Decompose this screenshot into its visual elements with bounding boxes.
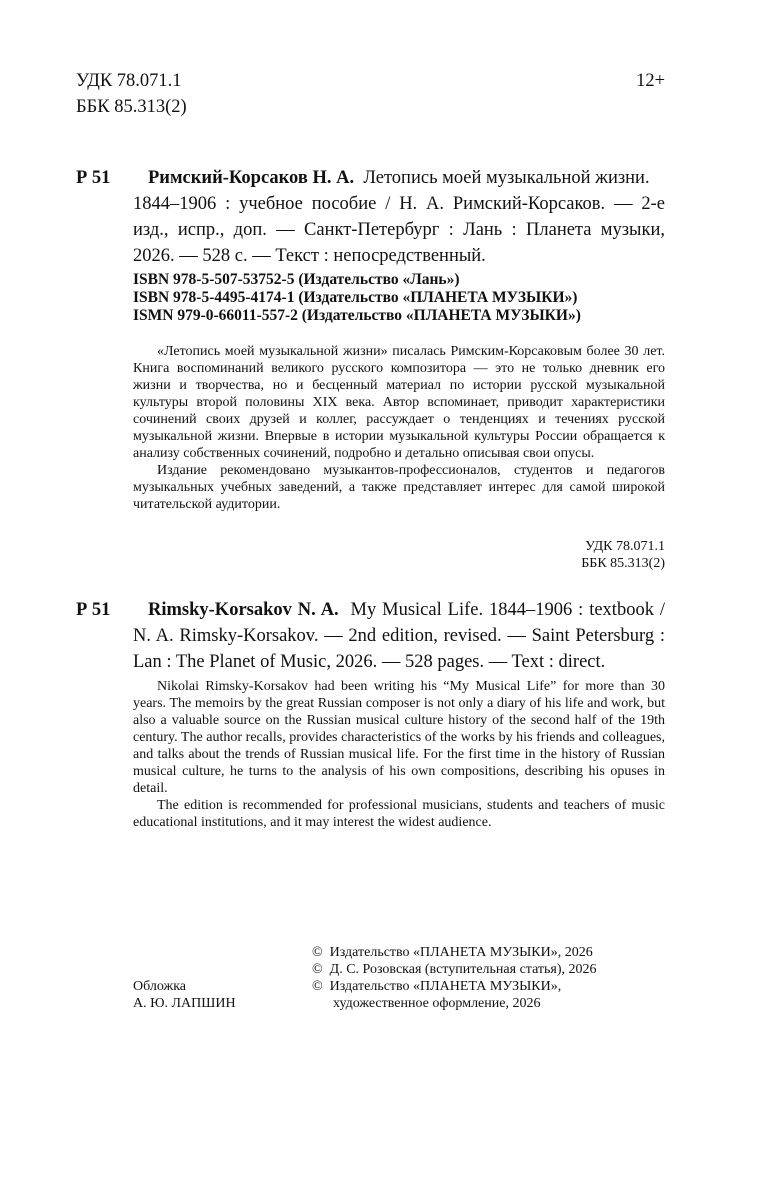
cover-credit	[133, 978, 236, 1012]
isbn-block	[133, 271, 581, 325]
ru-entry-continuation	[133, 191, 665, 269]
copyright-line: © Издательство «ПЛАНЕТА МУЗЫКИ»,	[312, 979, 562, 994]
ru-entry-line: 2026. — 528 с. — Текст : непосредственный.	[133, 246, 486, 266]
en-entry-text	[148, 597, 665, 623]
en-abstract-paragraph: The edition is recommended for professional musicians, students and teachers of music educational institutions, and it may interest the widest audience.	[133, 798, 665, 830]
ru-abstract-paragraph: «Летопись моей музыкальной жизни» писалась Римским-Корсаковым более 30 лет. Книга воспоминаний великого русского композитора — это не только дневник его жизни и творчества, но и бесценный материал по истории русской музыкальной культуры второй половины XIX века. Автор вспоминает, приводит характеристики сочинений своих друзей и коллег, рассуждает о тенденциях и течениях русской музыкальной жизни. Впервые в истории музыкальной культуры России обращается к анализу собственных сочинений, подробно и детально описывая свои опусы.	[133, 344, 665, 461]
en-entry-author: Rimsky-Korsakov N. A.	[148, 600, 339, 620]
ru-entry-line: изд., испр., доп. — Санкт-Петербург : Лань : Планета музыки,	[133, 220, 665, 240]
cover-label: Обложка	[133, 979, 186, 994]
ismn-planeta: ISMN 979-0-66011-557-2 (Издательство «ПЛАНЕТА МУЗЫКИ»)	[133, 307, 581, 324]
isbn-lan: ISBN 978-5-507-53752-5 (Издательство «Лань»)	[133, 271, 460, 288]
en-entry-line: N. A. Rimsky-Korsakov. — 2nd edition, revised. — Saint Petersburg :	[133, 626, 665, 646]
ru-abstract	[133, 343, 665, 513]
copyright-icon: ©	[312, 962, 323, 977]
copyright-icon: ©	[312, 945, 323, 960]
en-entry-line: My Musical Life. 1844–1906 : textbook /	[350, 600, 665, 620]
ru-entry-first-line	[148, 165, 665, 191]
header-classification	[76, 68, 187, 120]
ru-classification	[581, 538, 665, 572]
ru-entry-text	[148, 165, 665, 191]
ru-bbk-code: ББК 85.313(2)	[581, 556, 665, 571]
copyright-continuation: художественное оформление, 2026	[333, 996, 541, 1011]
en-entry-index: Р 51	[76, 600, 111, 620]
ru-entry-author: Римский-Корсаков Н. А.	[148, 168, 355, 188]
en-entry-continuation	[133, 623, 665, 675]
copyright-block	[312, 944, 597, 1012]
bbk-code: ББК 85.313(2)	[76, 97, 187, 117]
ru-entry-line: 1844–1906 : учебное пособие / Н. А. Римский-Корсаков. — 2-е	[133, 194, 665, 214]
udk-code: УДК 78.071.1	[76, 71, 182, 91]
en-abstract-paragraph: Nikolai Rimsky-Korsakov had been writing his “My Musical Life” for more than 30 years. The memoirs by the great Russian composer is not only a diary of his life and work, but also a valuable source on the Russian musical culture history of the second half of the 19th century. The author recalls, provides characteristics of the works by his friends and colleagues, and talks about the trends of Russian musical life. For the first time in the history of Russian musical culture, he turns to the analysis of his own compositions, describing his opuses in detail.	[133, 679, 665, 796]
ru-entry-index: Р 51	[76, 168, 111, 188]
copyright-line: © Д. С. Розовская (вступительная статья), 2026	[312, 962, 597, 977]
copyright-line: © Издательство «ПЛАНЕТА МУЗЫКИ», 2026	[312, 945, 593, 960]
age-rating: 12+	[636, 71, 665, 91]
en-entry-line: Lan : The Planet of Music, 2026. — 528 pages. — Text : direct.	[133, 652, 606, 672]
cover-artist: А. Ю. ЛАПШИН	[133, 996, 236, 1011]
ru-udk-code: УДК 78.071.1	[585, 539, 665, 554]
isbn-planeta: ISBN 978-5-4495-4174-1 (Издательство «ПЛАНЕТА МУЗЫКИ»)	[133, 289, 578, 306]
en-abstract	[133, 678, 665, 831]
ru-entry-line: Летопись моей музыкальной жизни.	[363, 168, 650, 188]
ru-abstract-paragraph: Издание рекомендовано музыкантов-профессионалов, студентов и педагогов музыкальных учебных заведений, а также представляет интерес для самой широкой читательской аудитории.	[133, 463, 665, 512]
en-entry-first-line	[148, 597, 665, 623]
copyright-icon: ©	[312, 979, 323, 994]
